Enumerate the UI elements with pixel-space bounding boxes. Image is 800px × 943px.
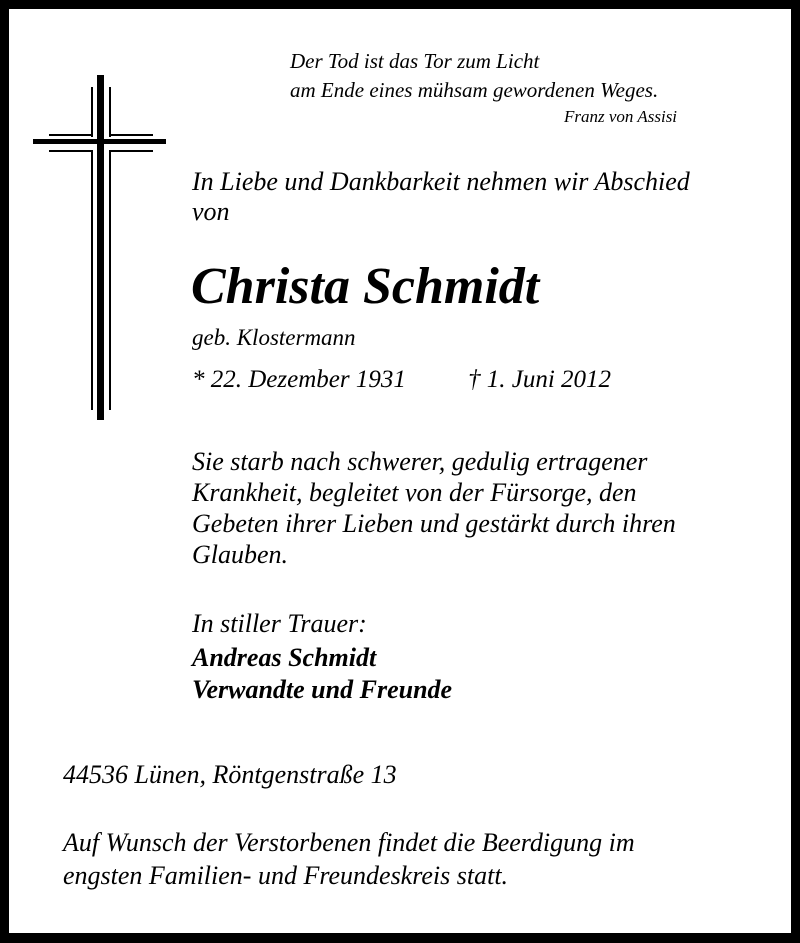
birth-date: * 22. Dezember 1931 [192,366,406,393]
text-line: Sie starb nach schwerer, gedulig ertragener [192,447,648,476]
notice-line: Auf Wunsch der Verstorbenen findet die Beerdigung im [63,828,635,857]
death-date: † 1. Juni 2012 [468,366,612,393]
mourner-name: Verwandte und Freunde [192,675,453,704]
intro-line: In Liebe und Dankbarkeit nehmen wir Abschied [192,167,690,196]
text-line: Glauben. [192,540,289,569]
intro-line: von [192,197,230,226]
quote-author: Franz von Assisi [564,107,678,126]
deceased-name: Christa Schmidt [191,258,540,315]
text-line: Krankheit, begleitet von der Fürsorge, den [192,478,637,507]
mourners-label: In stiller Trauer: [192,609,367,638]
text-line: Gebeten ihrer Lieben und gestärkt durch ihren [192,509,676,538]
quote-line: am Ende eines mühsam gewordenen Weges. [290,78,659,102]
address: 44536 Lünen, Röntgenstraße 13 [63,760,397,789]
maiden-name: geb. Klostermann [192,325,356,350]
mourner-name: Andreas Schmidt [192,643,377,672]
quote-line: Der Tod ist das Tor zum Licht [290,49,540,73]
notice-line: engsten Familien- und Freundeskreis statt. [63,861,509,890]
